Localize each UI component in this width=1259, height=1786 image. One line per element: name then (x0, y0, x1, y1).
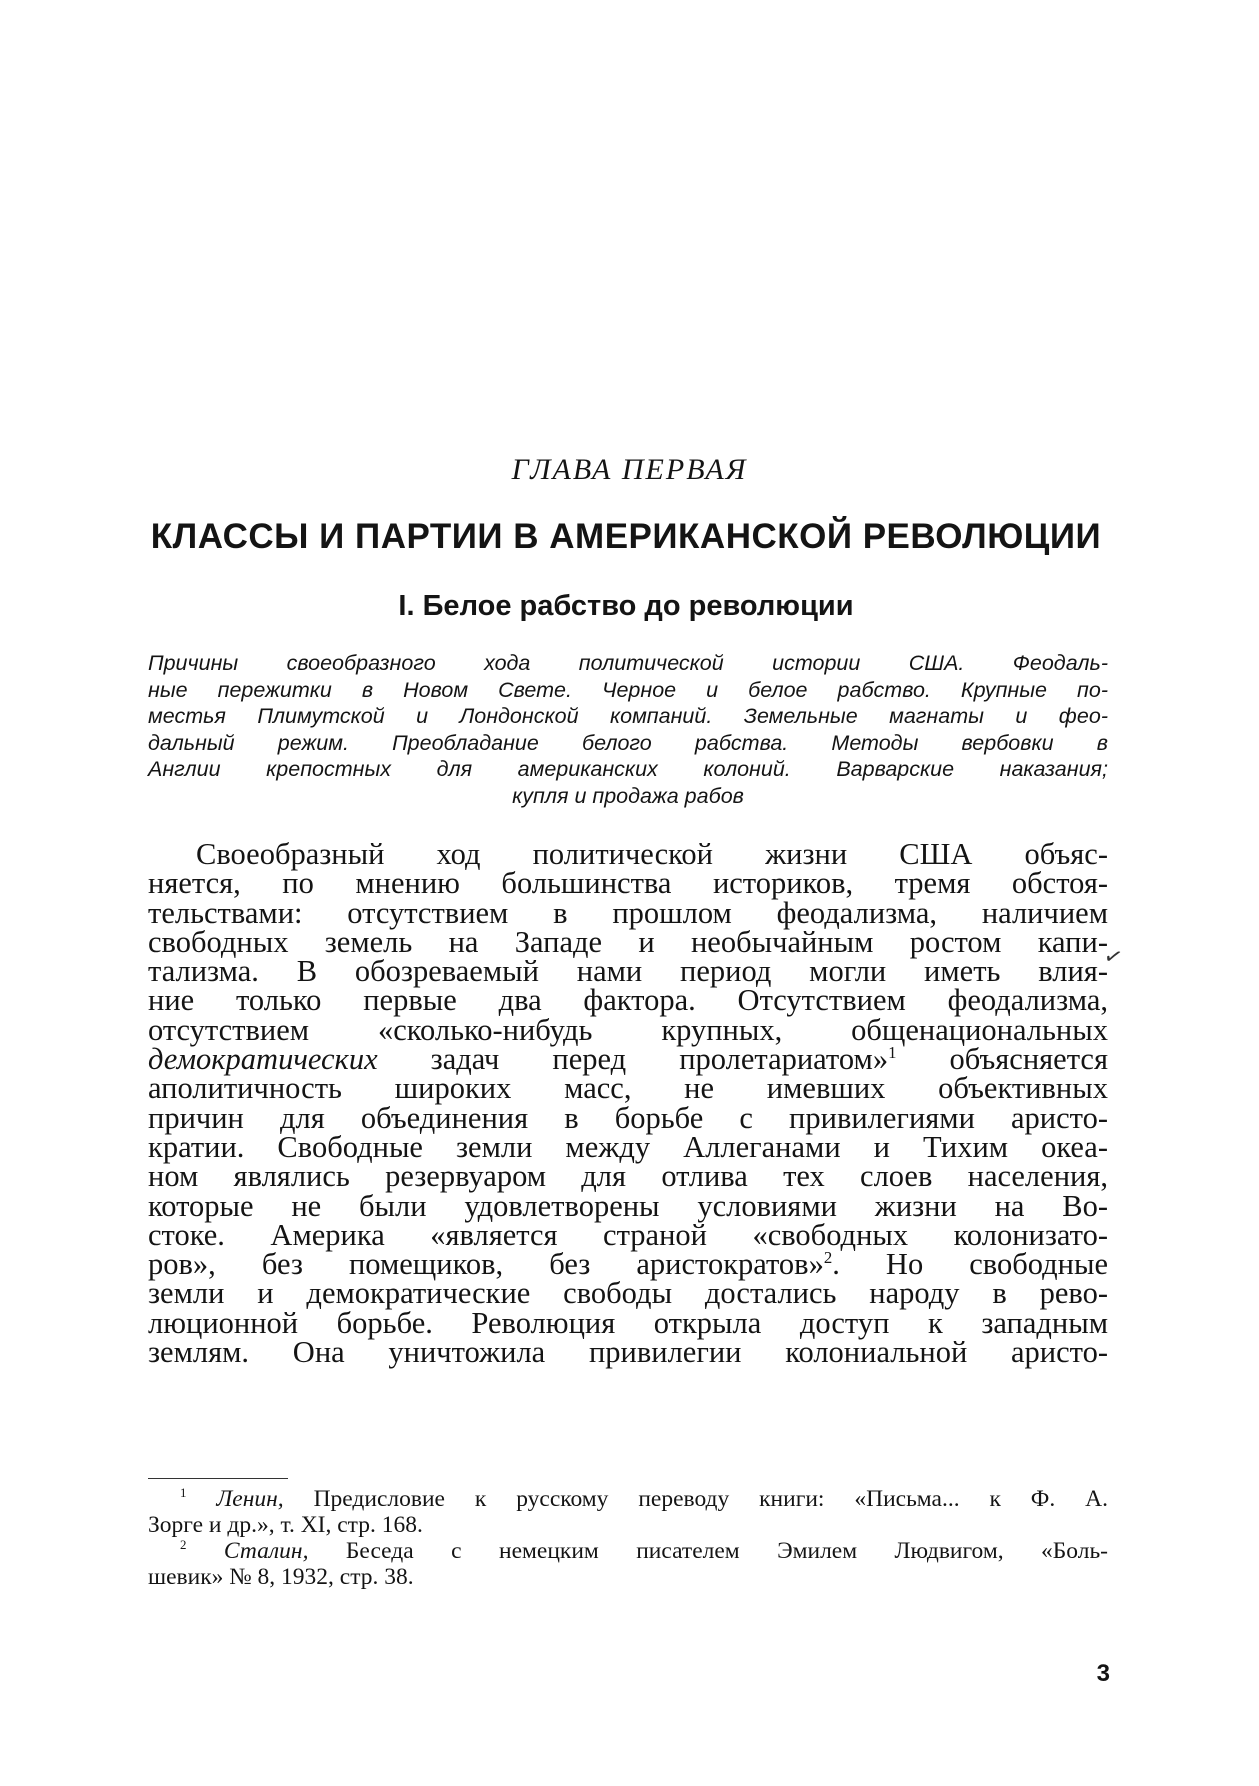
body-text-segment: ров», без помещиков, без аристократов» (148, 1247, 824, 1282)
body-paragraph (148, 837, 1109, 1370)
body-line: няется, по мнению большинства историков, тремя обстоя- (148, 866, 1108, 901)
margin-check-mark-icon: ✓ (1101, 942, 1126, 971)
footnote-author: Сталин, (223, 1538, 309, 1564)
body-line (148, 1247, 1109, 1282)
body-line: ном являлись резервуаром для отлива тех слоев населения, (148, 1159, 1108, 1194)
body-line: тельствами: отсутствием в прошлом феодализма, наличием (148, 895, 1108, 930)
footnote-text: Предисловие к русскому переводу книги: «Письма... к Ф. А. (283, 1486, 1109, 1512)
footnote-author: Ленин, (216, 1486, 284, 1512)
summary-line: дальный режим. Преобладание белого рабства. Методы вербовки в (148, 730, 1108, 755)
summary-line: местья Плимутской и Лондонской компаний. Земельные магнаты и фео- (148, 704, 1108, 728)
footnote-2-cont: шевик» № 8, 1932, стр. 38. (148, 1564, 414, 1590)
body-line (148, 1042, 1108, 1077)
footnote-number: 2 (180, 1537, 187, 1553)
footnote-1-cont: Зорге и др.», т. XI, стр. 168. (148, 1512, 423, 1538)
body-line: причин для объединения в борьбе с привилегиями аристо- (148, 1100, 1108, 1135)
chapter-title: КЛАССЫ И ПАРТИИ В АМЕРИКАНСКОЙ РЕВОЛЮЦИИ (150, 517, 1102, 556)
body-line: земли и демократические свободы достались народу в рево- (148, 1276, 1108, 1311)
body-text-segment: . Но свободные (832, 1247, 1109, 1282)
body-line: стоке. Америка «является страной «свободных колонизато- (148, 1217, 1108, 1252)
summary-line: Англии крепостных для американских колоний. Варварские наказания; (148, 757, 1108, 781)
emphasis-text: демократических (148, 1042, 378, 1077)
body-line: аполитичность широких масс, не имевших объективных (148, 1071, 1108, 1106)
summary-line: купля и продажа рабов (512, 783, 744, 808)
summary-line: ные пережитки в Новом Свете. Черное и белое рабство. Крупные по- (148, 677, 1108, 702)
body-text-segment: задач перед пролетариатом» (377, 1042, 889, 1077)
footnote-separator (148, 1478, 288, 1479)
body-line: кратии. Свободные земли между Аллеганами и Тихим океа- (148, 1129, 1108, 1164)
footnote-2 (148, 1538, 1108, 1564)
body-line: ние только первые два фактора. Отсутствием феодализма, (148, 983, 1108, 1018)
footnote-text: Беседа с немецким писателем Эмилем Людвигом, «Боль- (308, 1538, 1109, 1564)
page-number: 3 (1096, 1660, 1110, 1687)
body-line: свободных земель на Западе и необычайным ростом капи- (148, 924, 1108, 959)
body-line: люционной борьбе. Революция открыла доступ к западным (148, 1305, 1108, 1340)
section-title: I. Белое рабство до революции (398, 590, 854, 622)
body-line: отсутствием «сколько-нибудь крупных, общенациональных (148, 1012, 1108, 1047)
summary-line: Причины своеобразного хода политической истории США. Феодаль- (148, 651, 1108, 675)
footnote-ref-2: 2 (823, 1248, 833, 1267)
body-line: тализма. В обозреваемый нами период могли иметь влия- (148, 954, 1108, 989)
footnote-ref-1: 1 (888, 1042, 897, 1062)
footnote-1 (148, 1486, 1108, 1512)
body-line: землям. Она уничтожила привилегии колониальной аристо- (148, 1335, 1108, 1370)
section-summary (148, 650, 1108, 809)
chapter-label: ГЛАВА ПЕРВАЯ (511, 453, 748, 486)
body-line: которые не были удовлетворены условиями жизни на Во- (148, 1188, 1108, 1223)
body-text-segment: объясняется (896, 1042, 1108, 1077)
footnote-number: 1 (180, 1485, 187, 1501)
footnotes (148, 1486, 1108, 1590)
body-line: Своеобразный ход политической жизни США объяс- (196, 837, 1108, 871)
